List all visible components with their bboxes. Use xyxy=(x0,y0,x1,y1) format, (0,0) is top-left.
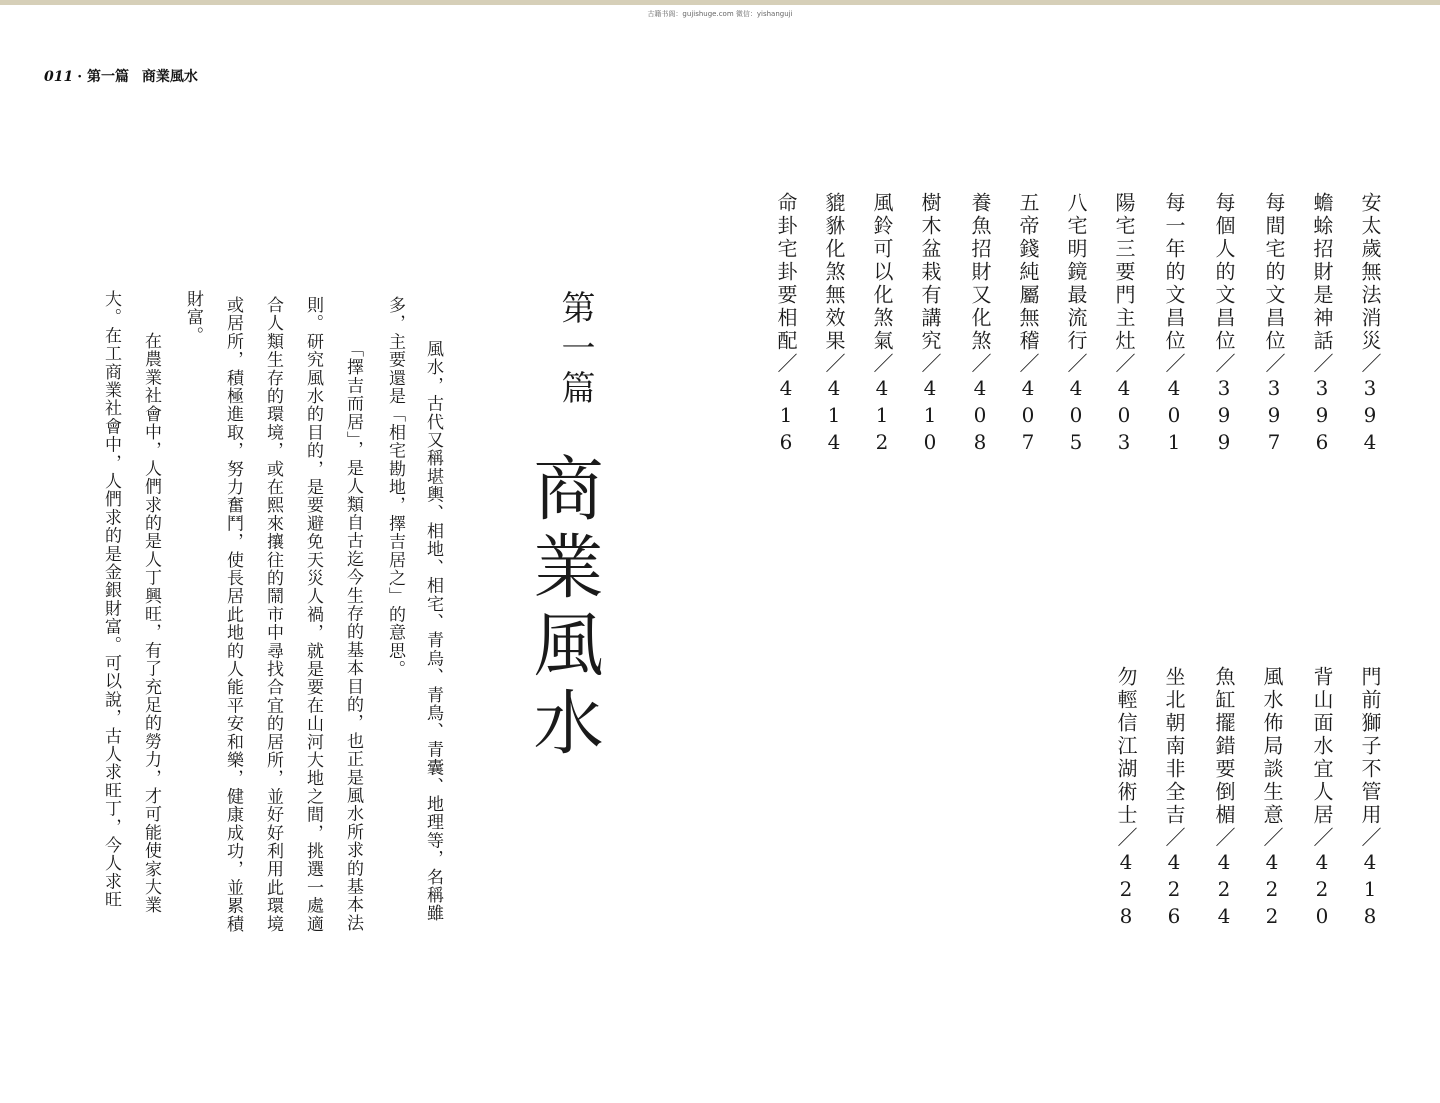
toc-entry: 每間宅的文昌位／397 xyxy=(1262,192,1286,457)
header-chapter: 第一篇 xyxy=(86,69,129,85)
body-text-column: 或居所，積極進取，努力奮鬥，使長居此地的人能平安和樂，健康成功，並累積 xyxy=(223,296,243,933)
body-text-column: 在農業社會中，人們求的是人丁興旺，有了充足的勞力，才可能使家大業 xyxy=(141,332,161,915)
toc-entry: 每個人的文昌位／399 xyxy=(1212,192,1236,457)
toc-entry: 五帝錢純屬無稽／407 xyxy=(1016,192,1040,457)
toc-entry: 樹木盆栽有講究／410 xyxy=(918,192,942,457)
toc-entry: 風水佈局談生意／422 xyxy=(1260,666,1284,931)
body-text-column: 「擇吉而居」，是人類自古迄今生存的基本目的，也正是風水所求的基本法 xyxy=(343,340,363,933)
toc-entry: 勿輕信江湖術士／428 xyxy=(1114,666,1138,931)
body-text-column: 合人類生存的環境，或在熙來攘往的鬧市中尋找合宜的居所，並好好利用此環境 xyxy=(263,296,283,933)
toc-entry: 貔貅化煞無效果／414 xyxy=(822,192,846,457)
chapter-title-heading: 商業風水 xyxy=(522,452,604,764)
top-border xyxy=(0,0,1440,5)
toc-entry: 陽宅三要門主灶／403 xyxy=(1112,192,1136,457)
body-text-column: 大。在工商業社會中，人們求的是金銀財富。可以說，古人求旺丁，今人求旺 xyxy=(101,290,121,909)
body-text-column: 財富。 xyxy=(183,290,203,345)
running-header xyxy=(44,66,198,86)
page-number: 011 xyxy=(44,69,74,85)
toc-entry: 安太歲無法消災／394 xyxy=(1358,192,1382,457)
toc-entry: 坐北朝南非全吉／426 xyxy=(1162,666,1186,931)
toc-entry: 養魚招財又化煞／408 xyxy=(968,192,992,457)
body-text-column: 則。研究風水的目的，是要避免天災人禍，就是要在山河大地之間，挑選一處適 xyxy=(303,296,323,933)
toc-entry: 每一年的文昌位／401 xyxy=(1162,192,1186,457)
header-separator: · xyxy=(77,69,83,85)
chapter-part-heading: 第一篇 xyxy=(555,290,595,410)
body-text-column: 風水，古代又稱堪輿、相地、相宅、青烏、青鳥、青囊、地理等，名稱雖 xyxy=(423,340,443,923)
watermark: 古籍书阁：gujishuge.com 微信：yishanguji xyxy=(647,10,793,18)
toc-entry: 蟾蜍招財是神話／396 xyxy=(1310,192,1334,457)
toc-entry: 風鈴可以化煞氣／412 xyxy=(870,192,894,457)
toc-entry: 魚缸擺錯要倒楣／424 xyxy=(1212,666,1236,931)
toc-entry: 背山面水宜人居／420 xyxy=(1310,666,1334,931)
body-text-column: 多，主要還是「相宅勘地，擇吉居之」的意思。 xyxy=(385,296,405,679)
toc-entry: 門前獅子不管用／418 xyxy=(1358,666,1382,931)
toc-entry: 八宅明鏡最流行／405 xyxy=(1064,192,1088,457)
header-chapter-title: 商業風水 xyxy=(141,69,198,85)
toc-entry: 命卦宅卦要相配／416 xyxy=(774,192,798,457)
